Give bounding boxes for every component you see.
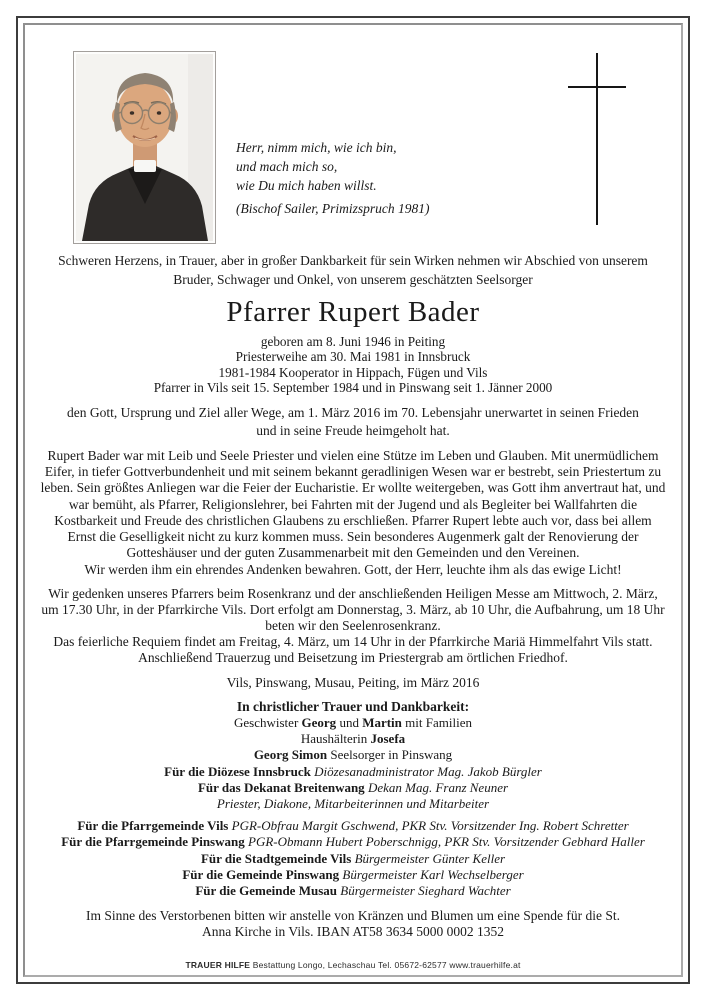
mourner-line-part: Für die Gemeinde Musau: [195, 883, 341, 899]
mourner-line-part: Josefa: [370, 731, 406, 747]
life-date-line: Priesterweihe am 30. Mai 1981 in Innsbruck: [235, 349, 471, 365]
primiz-quote: [236, 138, 430, 218]
quote-line: Herr, nimm mich, wie ich bin,: [236, 140, 397, 155]
mourner-line: [25, 764, 681, 780]
eulogy-text: Rupert Bader war mit Leib und Seele Priester und vielen eine Stütze im Leben und Glauben. Mit unermüdlichem Eifer, in tiefer Gottverbundenheit und mit seinem bekannt geradlinigen Wesen war er bestrebt, sein Priestertum zu leben. Sein größtes Anliegen war die Feier der Eucharistie. Er wollte weitergeben, was Gott ihm anvertraut hat, und war bemüht, als Pfarrer, Religionslehrer, bei Fahrten mit der Jugend und als Begleiter bei Wallfahrten die Kostbarkeit und Freude des christlichen Glaubens zu erschließen. Pfarrer Rupert lebte auch vor, dass bei allem Ernst die Geselligkeit nicht zu kurz kommen muss. Sein besonderes Augenmerk galt der Renovierung der Gotteshäuser und der guten Zusammenarbeit mit den Gemeinden und den Vereinen.: [40, 447, 666, 561]
mourner-line-part: PGR-Obfrau Margit Gschwend, PKR Stv. Vorsitzender Ing. Robert Schretter: [231, 818, 629, 834]
mourner-line: [25, 818, 681, 834]
mourner-line-part: Diözesanadministrator Mag. Jakob Bürgler: [314, 763, 542, 779]
mourner-line-part: mit Familien: [401, 715, 472, 730]
mourners-communities-list: [25, 818, 681, 899]
services-block: [40, 586, 667, 666]
intro-text: Schweren Herzens, in Trauer, aber in großer Dankbarkeit für sein Wirken nehmen wir Abschied von unserem Bruder, Schwager und Onkel, von unserem geschätzten Seelsorger: [58, 253, 648, 287]
mourner-line: [25, 780, 681, 796]
rosary-service-text: Wir gedenken unseres Pfarrers beim Rosenkranz und der anschließenden Heiligen Messe am Mittwoch, 2. März, um 17.30 Uhr, in der Pfarrkirche Vils. Dort erfolgt am Donnerstag, 3. März, ab 10 Uhr, die Aufbahrung, um 18 Uhr beten wir den Seelenrosenkranz.: [41, 586, 665, 633]
mourner-line: [25, 715, 681, 731]
portrait-photo-illustration: [76, 54, 213, 241]
mourner-line-part: und: [336, 715, 363, 730]
quote-lines: [236, 138, 430, 195]
memorial-cross-icon: [555, 53, 665, 233]
mourner-line-part: Für die Diözese Innsbruck: [164, 763, 315, 779]
mourner-line-part: Für das Dekanat Breitenwang: [197, 779, 368, 795]
mourner-line: [25, 867, 681, 883]
deceased-name: Pfarrer Rupert Bader: [226, 296, 480, 328]
life-date-line: Pfarrer in Vils seit 15. September 1984 und in Pinswang seit 1. Jänner 2000: [153, 380, 553, 396]
mourner-line-part: Für die Pfarrgemeinde Vils: [77, 818, 232, 834]
portrait-photo: [73, 51, 216, 244]
funeral-home-brand: TRAUER HILFE: [185, 960, 251, 970]
mourner-line-part: Priester, Diakone, Mitarbeiterinnen und Mitarbeiter: [216, 796, 490, 812]
mourner-line-part: Für die Stadtgemeinde Vils: [200, 850, 355, 866]
mourner-line-part: Dekan Mag. Franz Neuner: [367, 779, 509, 795]
quote-attribution: (Bischof Sailer, Primizspruch 1981): [236, 201, 430, 216]
mourner-line-part: Bürgermeister Günter Keller: [354, 850, 506, 866]
quote-line: und mach mich so,: [236, 159, 338, 174]
life-date-line: 1981-1984 Kooperator in Hippach, Fügen und Vils: [218, 364, 488, 380]
requiem-text: Das feierliche Requiem findet am Freitag, 4. März, um 14 Uhr in der Pfarrkirche Mariä Himmelfahrt Vils statt. Anschließend Trauerzug und Beisetzung im Priestergrab am örtlichen Friedhof.: [53, 634, 653, 665]
mourners-heading: In christlicher Trauer und Dankbarkeit:: [236, 699, 470, 714]
eulogy-block: [40, 448, 667, 578]
cross-horizontal-bar: [568, 86, 626, 88]
dateline: Vils, Pinswang, Musau, Peiting, im März 2016: [226, 675, 480, 690]
mourner-line-part: Haushälterin: [300, 731, 371, 747]
quote-line: wie Du mich haben willst.: [236, 178, 377, 193]
memorial-card: [23, 23, 683, 977]
mourner-line: [25, 731, 681, 747]
mourner-line-part: Seelsorger in Pinswang: [327, 747, 453, 763]
mourner-line: [25, 796, 681, 812]
text-column: [25, 240, 681, 940]
mourners-family-list: [25, 715, 681, 812]
mourner-line-part: Georg Simon: [253, 747, 328, 763]
mourner-line-part: Bürgermeister Sieghard Wachter: [340, 883, 511, 899]
cross-vertical-bar: [596, 53, 598, 225]
life-date-line: geboren am 8. Juni 1946 in Peiting: [260, 334, 446, 349]
mourner-line-part: Bürgermeister Karl Wechselberger: [342, 866, 524, 882]
mourner-line: [25, 834, 681, 850]
card-header: [25, 25, 681, 240]
mourner-line-part: Georg: [301, 715, 337, 730]
donation-note: Im Sinne des Verstorbenen bitten wir anstelle von Kränzen und Blumen um eine Spende für die St. Anna Kirche in Vils. IBAN AT58 3634 5000 0002 1352: [85, 908, 620, 940]
mourner-line-part: Für die Pfarrgemeinde Pinswang: [61, 834, 248, 850]
mourner-line: [25, 851, 681, 867]
funeral-home-info: Bestattung Longo, Lechaschau Tel. 05672-62577 www.trauerhilfe.at: [250, 960, 521, 970]
mourner-line: [25, 883, 681, 899]
life-dates: [25, 334, 681, 396]
card-outer-border: [16, 16, 690, 984]
remembrance-text: Wir werden ihm ein ehrendes Andenken bewahren. Gott, der Herr, leuchte ihm als das ewige Licht!: [84, 561, 622, 577]
mourner-line-part: Martin: [362, 715, 402, 730]
mourner-line-part: PGR-Obmann Hubert Poberschnigg, PKR Stv. Vorsitzender Gebhard Haller: [248, 834, 645, 850]
mourner-line-part: Für die Gemeinde Pinswang: [182, 866, 343, 882]
mourner-line-part: Geschwister: [234, 715, 302, 730]
funeral-home-footer: [25, 960, 681, 971]
mourner-line: [25, 747, 681, 763]
death-notice: den Gott, Ursprung und Ziel aller Wege, am 1. März 2016 im 70. Lebensjahr unerwartet in seinen Frieden und in seine Freude heimgeholt hat.: [67, 404, 639, 438]
